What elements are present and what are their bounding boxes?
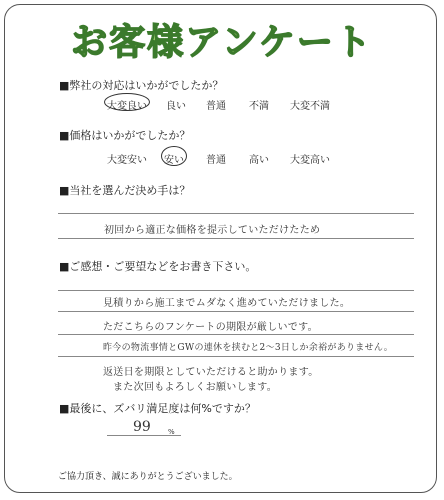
satisfaction-score: 99	[133, 419, 151, 435]
option-price-2[interactable]: 普通	[206, 155, 226, 166]
option-price-1[interactable]: 安い	[164, 155, 184, 166]
footer-thanks: ご協力頂き、誠にありがとうございました。	[58, 472, 238, 482]
option-price-0[interactable]: 大変安い	[107, 155, 147, 166]
comment-line-4: 返送日を期限としていただけると助かります。	[103, 367, 319, 378]
option-service-2[interactable]: 普通	[206, 101, 226, 112]
comment-line-5: また次回もよろしくお願いします。	[113, 382, 277, 393]
options-price	[0, 151, 444, 169]
option-service-4[interactable]: 大変不満	[290, 101, 330, 112]
option-service-0[interactable]: 大変良い	[107, 101, 147, 112]
comment-line-1: 見積りから施工までムダなく進めていただけました。	[103, 298, 351, 309]
option-price-3[interactable]: 高い	[249, 155, 269, 166]
option-service-3[interactable]: 不満	[249, 101, 269, 112]
answer-line	[58, 290, 414, 291]
answer-line	[58, 213, 414, 214]
answer-line	[58, 238, 414, 239]
options-service	[0, 97, 444, 115]
question-comments: ■ご感想・ご要望などをお書き下さい。	[59, 260, 257, 273]
answer-line	[58, 334, 414, 335]
question-service: ■弊社の対応はいかがでしたか？	[59, 79, 224, 92]
question-price: ■価格はいかがでしたか？	[59, 129, 191, 142]
question-satisfaction: ■最後に、ズバリ満足度は何%ですか？	[59, 402, 256, 415]
score-unit: %	[168, 428, 175, 436]
option-service-1[interactable]: 良い	[166, 101, 186, 112]
comment-line-2: ただこちらのフンケートの期限が厳しいです。	[103, 322, 318, 333]
answer-line	[58, 356, 414, 357]
page-title: お客様アンケート	[71, 22, 373, 63]
comment-line-3: 昨今の物流事情とGWの連休を挟むと2〜3日しか余裕がありません。	[103, 343, 394, 353]
answer-reason: 初回から適正な価格を提示していただけたため	[104, 225, 321, 236]
answer-line	[58, 311, 414, 312]
question-reason: ■当社を選んだ決め手は？	[59, 184, 191, 197]
option-price-4[interactable]: 大変高い	[290, 155, 330, 166]
